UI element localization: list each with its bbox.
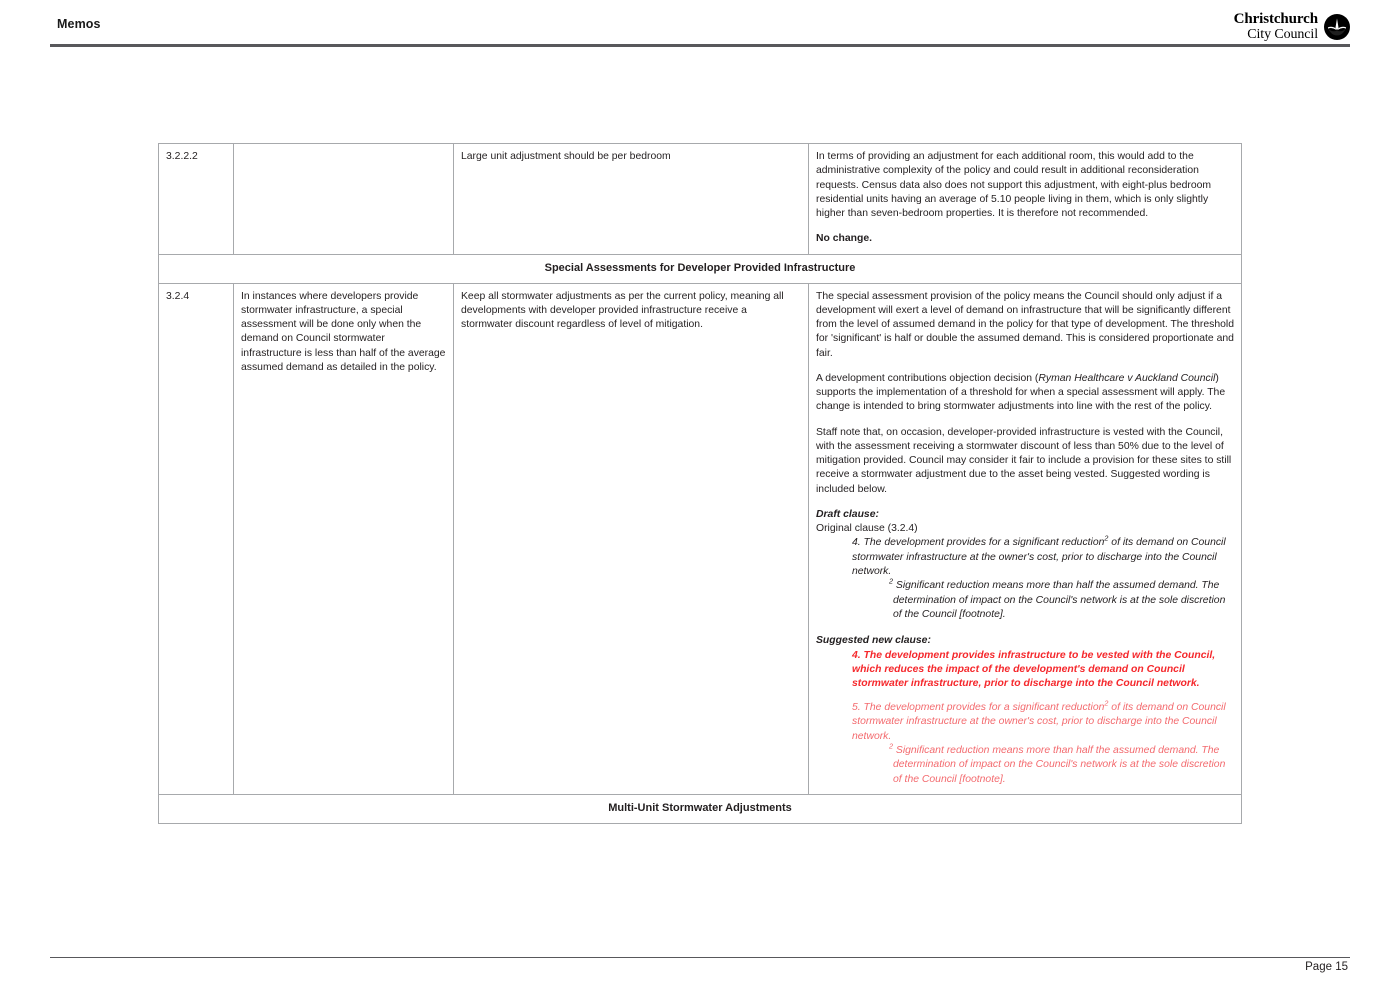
original-clause-number: 4. (852, 537, 861, 549)
footnote-marker: 2 (889, 576, 893, 586)
response-paragraph-3: Staff note that, on occasion, developer-provided infrastructure is vested with the Council, with the assessment receiving a stormwater discount of less than 50% due to the level of mitigation provided. Council may consider it fair to include a provision for these sites to still receive a stormwater adjustment due to the asset being vested. Suggested wording is included below. (816, 426, 1232, 495)
council-crest-icon (1324, 14, 1350, 40)
table-row (159, 144, 1242, 255)
response-paragraph-2 (816, 372, 1234, 415)
response-p2-post: ) supports the implementation of a threshold for when a special assessment will apply. The change is intended to bring stormwater adjustments into line with the rest of the policy. (816, 372, 1226, 413)
table-row (159, 283, 1242, 794)
new-clause-5 (816, 698, 1234, 744)
cell-feedback (454, 283, 809, 794)
cell-response (809, 144, 1242, 255)
footnote-marker: 2 (1104, 698, 1109, 708)
table-section-header-row (159, 794, 1242, 823)
suggested-clause-heading: Suggested new clause: (816, 635, 931, 647)
feedback-text: Large unit adjustment should be per bedroom (461, 151, 671, 162)
logo-line-christchurch: Christchurch (1233, 11, 1318, 27)
header-divider (50, 44, 1350, 47)
logo-line-city-council: City Council (1247, 27, 1318, 43)
original-clause-text-a: The development provides for a significant reduction (860, 537, 1105, 549)
submission-text: In instances where developers provide stormwater infrastructure, a special assessment will be done only when the demand on Council stormwater infrastructure is less than half of the average assumed demand as detailed in the policy. (241, 290, 446, 373)
new-clause-5-text-b: of its demand on Council stormwater infrastructure at the owner's cost, prior to discharge into the Council network. (852, 701, 1226, 742)
cell-clause-ref (159, 144, 234, 255)
footnote-marker: 2 (889, 741, 893, 751)
section-header-cell: Special Assessments for Developer Provided Infrastructure (159, 254, 1242, 283)
original-clause-footnote (816, 576, 1234, 622)
cell-feedback (454, 144, 809, 255)
page-header (50, 0, 1350, 48)
page-number: Page 15 (1305, 961, 1348, 973)
response-outcome: No change. (816, 233, 873, 245)
header-title: Memos (57, 17, 101, 31)
original-clause-4 (816, 533, 1234, 579)
logo-wordmark (1234, 11, 1318, 42)
council-logo (1234, 11, 1350, 42)
footer-divider (50, 957, 1350, 958)
response-p2-pre: A development contributions objection decision ( (816, 372, 1039, 384)
new-clause-footnote (816, 741, 1234, 787)
new-clause-5-text-a: 5. The development provides for a significant reduction (852, 701, 1105, 713)
original-clause-label: Original clause (3.2.4) (816, 523, 918, 535)
spacer (816, 622, 1234, 634)
new-clause-4: 4. The development provides infrastructure to be vested with the Council, which reduces the impact of the development's demand on Council stormwater infrastructure, prior to discharge into the Council network. (852, 649, 1216, 690)
submissions-table (158, 143, 1242, 824)
cell-submission (234, 144, 454, 255)
section-header-cell: Multi-Unit Stormwater Adjustments (159, 794, 1242, 823)
spacer (816, 692, 1234, 701)
new-footnote-text: Significant reduction means more than half the assumed demand. The determination of impact on the Council's network is at the sole discretion of the Council [footnote]. (893, 744, 1226, 785)
table-section-header-row (159, 254, 1242, 283)
response-paragraph: In terms of providing an adjustment for each additional room, this would add to the administrative complexity of the policy and could result in additional reconsideration requests. Census data also does not support this adjustment, with eight-plus bedroom residential units having an average of 5.10 people living in them, which is only slightly higher than seven-bedroom properties. It is therefore not recommended. (816, 151, 1212, 219)
feedback-text: Keep all stormwater adjustments as per the current policy, meaning all developments with developer provided infrastructure receive a stormwater discount regardless of level of mitigation. (461, 290, 784, 331)
response-paragraph-1: The special assessment provision of the policy means the Council should only adjust if a development will exert a level of demand on infrastructure that will be significantly different from the level of assumed demand in the policy for that type of development. The threshold for 'significant' is half or double the assumed demand. This is considered proportionate and fair. (816, 290, 1234, 359)
original-clause-text-b: of its demand on Council stormwater infrastructure at the owner's cost, prior to discharge into the Council network. (852, 537, 1226, 578)
clause-ref-value: 3.2.4 (166, 290, 190, 302)
footnote-marker: 2 (1104, 533, 1109, 543)
original-footnote-text: Significant reduction means more than half the assumed demand. The determination of impact on the Council's network is at the sole discretion of the Council [footnote]. (893, 580, 1226, 621)
cell-response (809, 283, 1242, 794)
draft-clause-heading: Draft clause: (816, 508, 879, 520)
case-citation: Ryman Healthcare v Auckland Council (1038, 372, 1216, 384)
clause-ref-value: 3.2.2.2 (166, 151, 198, 162)
cell-clause-ref (159, 283, 234, 794)
cell-submission (234, 283, 454, 794)
